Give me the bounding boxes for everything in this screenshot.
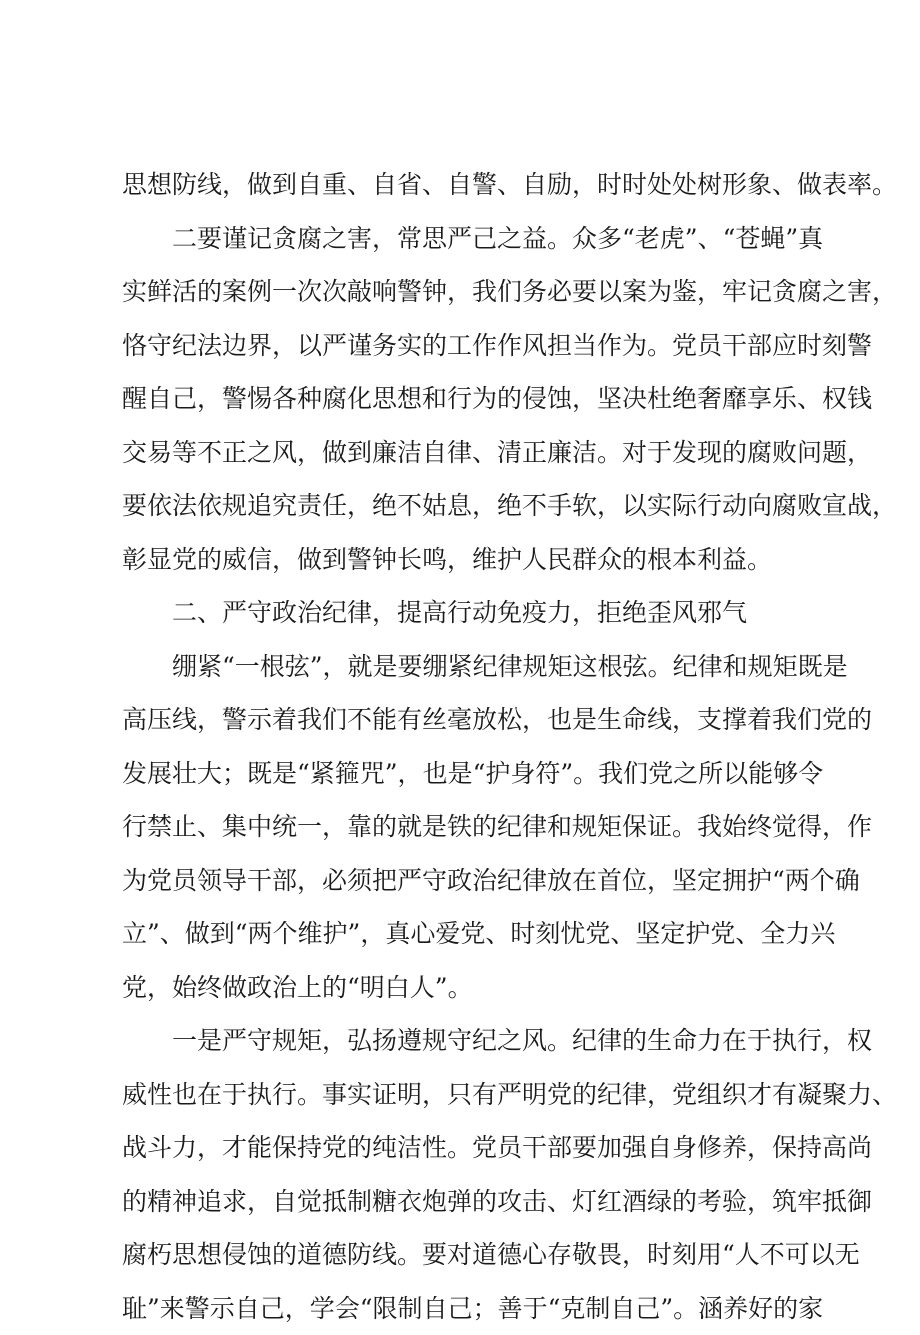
text-line: 腐朽思想侵蚀的道德防线。要对道德心存敬畏，时刻用“人不可以无 <box>122 1228 812 1282</box>
text-line: 实鲜活的案例一次次敲响警钟，我们务必要以案为鉴，牢记贪腐之害， <box>122 265 812 319</box>
text-line: 一是严守规矩，弘扬遵规守纪之风。纪律的生命力在于执行，权 <box>122 1014 812 1068</box>
text-line: 要依法依规追究责任，绝不姑息，绝不手软，以实际行动向腐败宣战， <box>122 479 812 533</box>
text-line: 二、严守政治纪律，提高行动免疫力，拒绝歪风邪气 <box>122 586 812 640</box>
text-line: 思想防线，做到自重、自省、自警、自励，时时处处树形象、做表率。 <box>122 158 812 212</box>
text-line: 行禁止、集中统一，靠的就是铁的纪律和规矩保证。我始终觉得，作 <box>122 800 812 854</box>
text-line: 发展壮大；既是“紧箍咒”，也是“护身符”。我们党之所以能够令 <box>122 747 812 801</box>
text-line: 交易等不正之风，做到廉洁自律、清正廉洁。对于发现的腐败问题， <box>122 426 812 480</box>
text-line: 党，始终做政治上的“明白人”。 <box>122 961 812 1015</box>
text-line: 威性也在于执行。事实证明，只有严明党的纪律，党组织才有凝聚力、 <box>122 1068 812 1122</box>
document-body <box>122 158 812 1335</box>
text-line: 为党员领导干部，必须把严守政治纪律放在首位，坚定拥护“两个确 <box>122 854 812 908</box>
text-line: 耻”来警示自己，学会“限制自己；善于“克制自己”。涵养好的家 <box>122 1282 812 1335</box>
text-line: 醒自己，警惕各种腐化思想和行为的侵蚀，坚决杜绝奢靡享乐、权钱 <box>122 372 812 426</box>
text-line: 恪守纪法边界，以严谨务实的工作作风担当作为。党员干部应时刻警 <box>122 319 812 373</box>
text-line: 绷紧“一根弦”，就是要绷紧纪律规矩这根弦。纪律和规矩既是 <box>122 640 812 694</box>
text-line: 高压线，警示着我们不能有丝毫放松，也是生命线，支撑着我们党的 <box>122 693 812 747</box>
text-line: 立”、做到“两个维护”，真心爱党、时刻忧党、坚定护党、全力兴 <box>122 907 812 961</box>
text-line: 彰显党的威信，做到警钟长鸣，维护人民群众的根本利益。 <box>122 533 812 587</box>
text-line: 二要谨记贪腐之害，常思严己之益。众多“老虎”、“苍蝇”真 <box>122 212 812 266</box>
text-line: 战斗力，才能保持党的纯洁性。党员干部要加强自身修养，保持高尚 <box>122 1121 812 1175</box>
text-line: 的精神追求，自觉抵制糖衣炮弹的攻击、灯红酒绿的考验，筑牢抵御 <box>122 1175 812 1229</box>
